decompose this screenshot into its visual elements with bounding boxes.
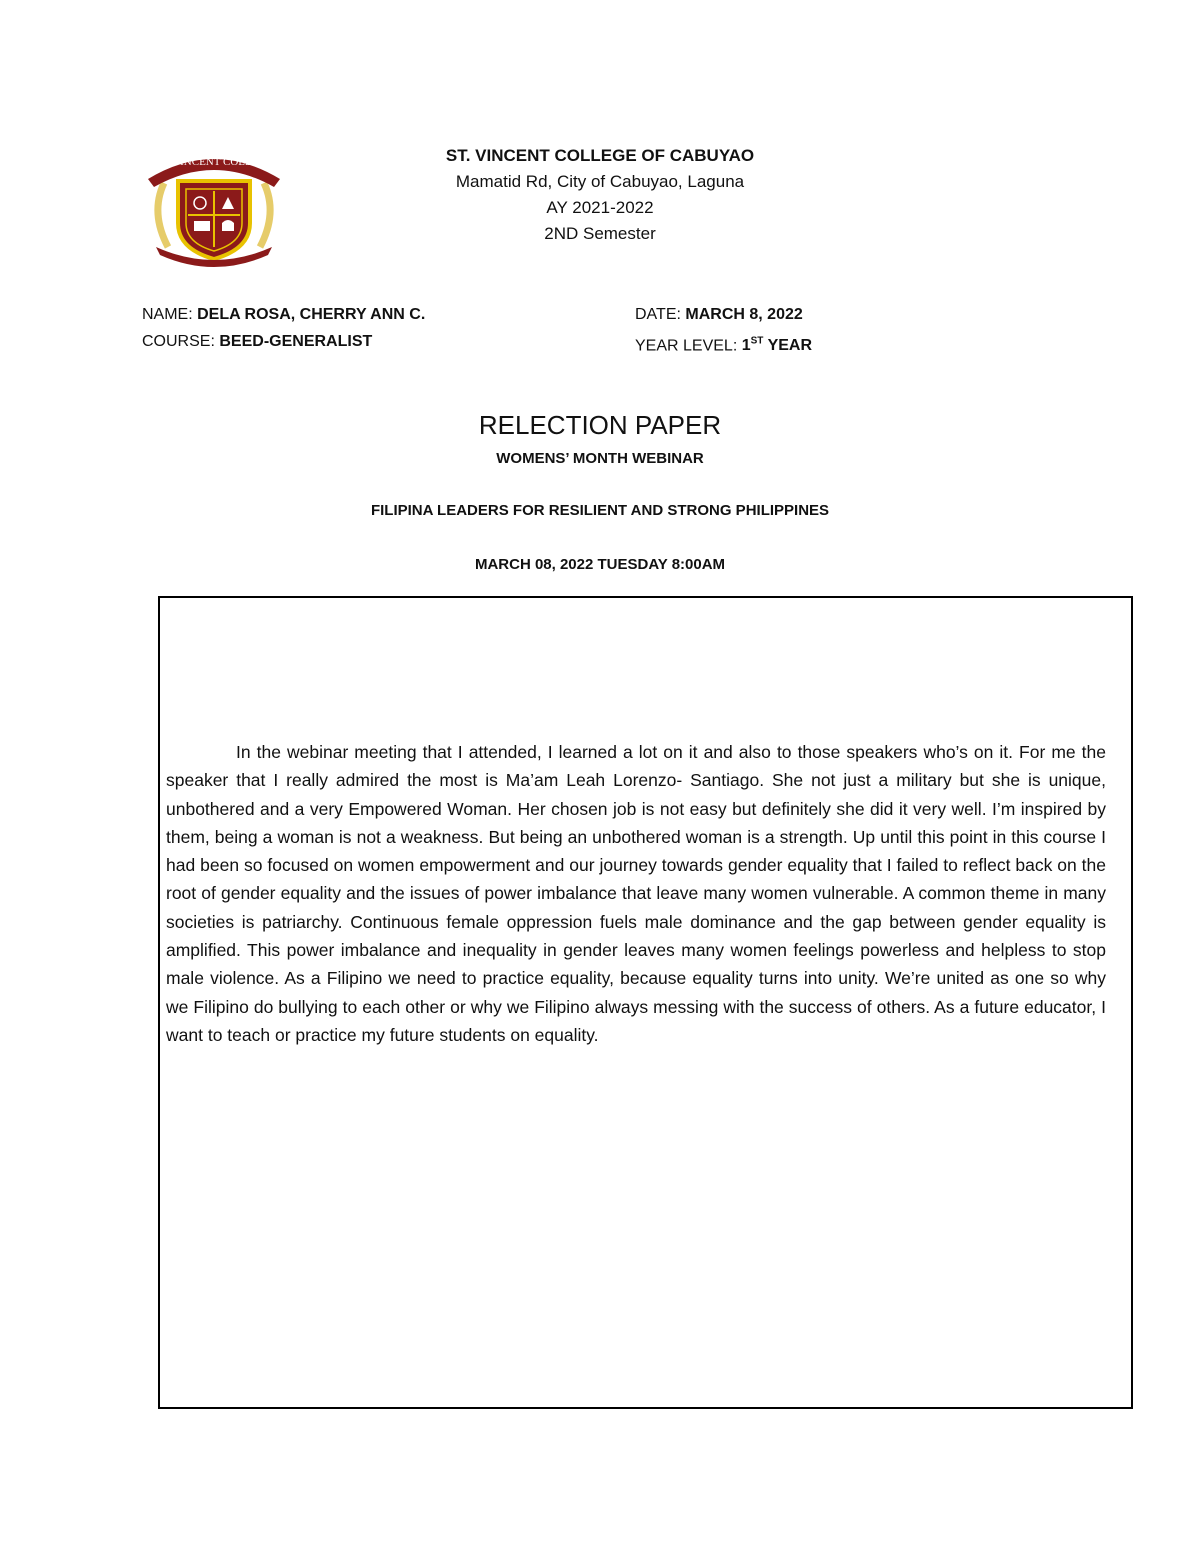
webinar-theme: FILIPINA LEADERS FOR RESILIENT AND STRONG PHILIPPINES — [370, 502, 830, 519]
name-line — [142, 301, 425, 328]
course-label: COURSE: — [142, 333, 215, 350]
course-value: BEED-GENERALIST — [219, 333, 373, 350]
date-line — [635, 301, 803, 328]
year-level-line — [635, 328, 812, 359]
year-level-suffix: ST — [750, 336, 764, 347]
year-level-number: 1 — [741, 337, 751, 355]
school-address: Mamatid Rd, City of Cabuyao, Laguna — [455, 172, 745, 191]
school-logo — [142, 143, 286, 267]
document-header — [400, 143, 800, 247]
academic-year: AY 2021-2022 — [546, 198, 654, 217]
logo-ribbon-text: ST. VINCENT COLLEGE — [154, 156, 274, 168]
course-line — [142, 328, 372, 355]
school-name: ST. VINCENT COLLEGE OF CABUYAO — [445, 146, 755, 165]
logo-sub-text: CABUYAO — [192, 171, 236, 181]
webinar-schedule: MARCH 08, 2022 TUESDAY 8:00AM — [474, 556, 726, 573]
paper-title: RELECTION PAPER — [478, 410, 722, 440]
semester: 2ND Semester — [544, 224, 656, 243]
reflection-body: In the webinar meeting that I attended, I learned a lot on it and also to those speakers who’s on it. For me the speaker that I really admired the most is Ma’am Leah Lorenzo- Santiago. She not just a military but she is unique, unbothered and a very Empowered Woman. Her chosen job is not easy but definitely she did it very well. I’m inspired by them, being a woman is not a weakness. But being an unbothered woman is a strength. Up until this point in this course I had been so focused on women empowerment and our journey towards gender equality that I failed to reflect back on the root of gender equality and the issues of power imbalance that leave many women vulnerable. A common theme in many societies is patriarchy. Continuous female oppression fuels male dominance and the gap between gender equality is amplified. This power imbalance and inequality in gender leaves many women feelings powerless and helpless to stop male violence. As a Filipino we need to practice equality, because equality turns into unity. We’re united as one so why we Filipino do bullying to each other or why we Filipino always messing with the success of others. As a future educator, I want to teach or practice my future students on equality. — [166, 742, 1106, 1045]
paper-subtitle: WOMENS’ MONTH WEBINAR — [496, 450, 704, 467]
name-value: DELA ROSA, CHERRY ANN C. — [197, 306, 426, 323]
date-value: MARCH 8, 2022 — [685, 306, 803, 323]
year-level-label: YEAR LEVEL: — [635, 337, 738, 355]
date-label: DATE: — [635, 306, 681, 323]
year-level-word: YEAR — [767, 337, 813, 355]
name-label: NAME: — [142, 306, 193, 323]
